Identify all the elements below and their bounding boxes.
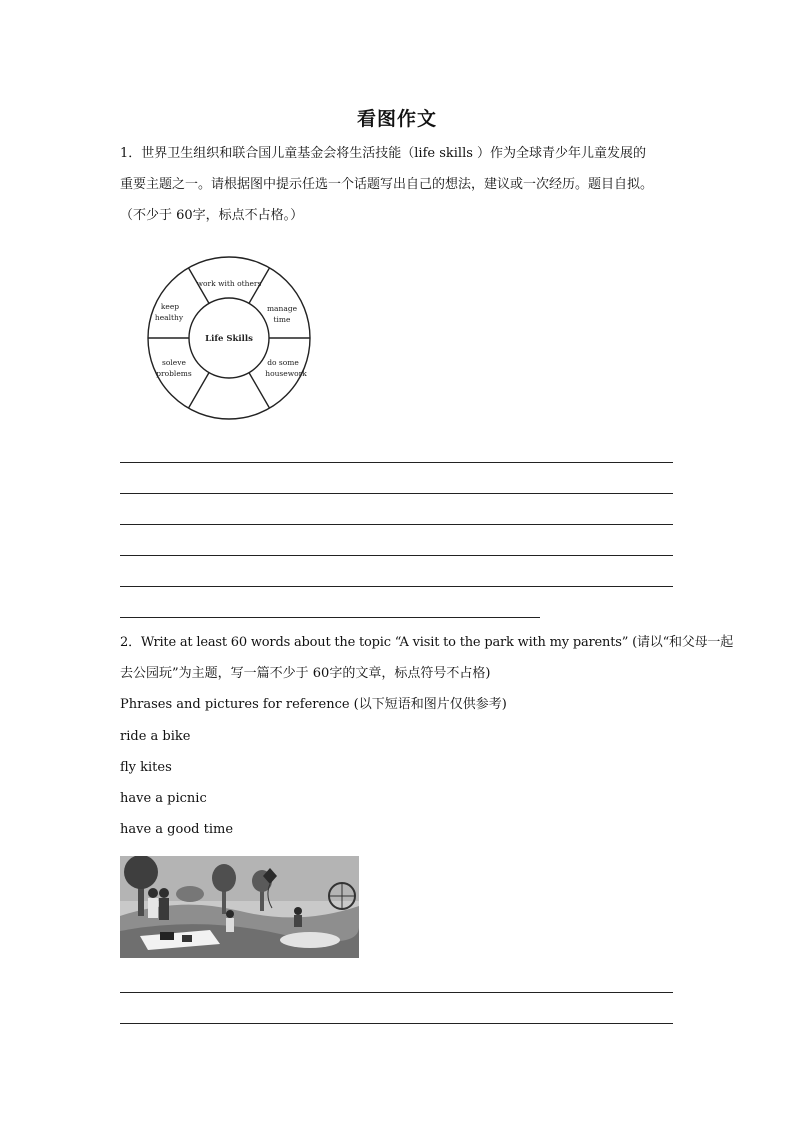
writing-line[interactable]: [120, 586, 673, 587]
segment-housework-line2: housework: [265, 369, 307, 378]
diagram-center-label: Life Skills: [205, 334, 253, 344]
phrase-item: ride a bike: [120, 729, 191, 744]
page-title: 看图作文: [356, 108, 437, 130]
q1-prompt-line-3: （不少于 60字，标点不占格。）: [120, 208, 304, 223]
writing-line[interactable]: [120, 992, 673, 993]
writing-line[interactable]: [120, 493, 673, 494]
segment-manage-line2: time: [273, 315, 291, 324]
phrase-item: fly kites: [120, 760, 172, 775]
life-skills-diagram: [140, 255, 320, 425]
q1-prompt-line-1: 1．世界卫生组织和联合国儿童基金会将生活技能（life skills ）作为全球青少年儿童发展的: [120, 146, 647, 161]
segment-problems-line2: problems: [156, 369, 192, 378]
segment-work-with-others: work with others: [196, 279, 262, 288]
phrase-item: have a good time: [120, 822, 234, 837]
segment-healthy-line1: keep: [160, 302, 180, 311]
segment-housework-line1: do some: [267, 358, 299, 367]
writing-line[interactable]: [120, 555, 673, 556]
q2-prompt-line-2: 去公园玩”为主题，写一篇不少于 60字的文章，标点符号不占格): [120, 666, 491, 681]
segment-manage-line1: manage: [266, 304, 298, 313]
writing-line[interactable]: [120, 1023, 673, 1024]
writing-line[interactable]: [120, 524, 673, 525]
park-picnic-picture: [120, 856, 359, 958]
phrase-item: have a picnic: [120, 791, 207, 806]
segment-problems-line1: soleve: [162, 358, 186, 367]
q1-prompt-line-2: 重要主题之一。请根据图中提示任选一个话题写出自己的想法，建议或一次经历。题目自拟。: [120, 177, 654, 192]
writing-line[interactable]: [120, 462, 673, 463]
segment-healthy-line2: healthy: [154, 313, 184, 322]
writing-line[interactable]: [120, 617, 540, 618]
q2-reference-heading: Phrases and pictures for reference (以下短语和图片仅供参考): [120, 697, 507, 712]
q2-prompt-line-1: 2．Write at least 60 words about the topic “A visit to the park with my parents” (请以“和父母一起: [120, 635, 734, 650]
